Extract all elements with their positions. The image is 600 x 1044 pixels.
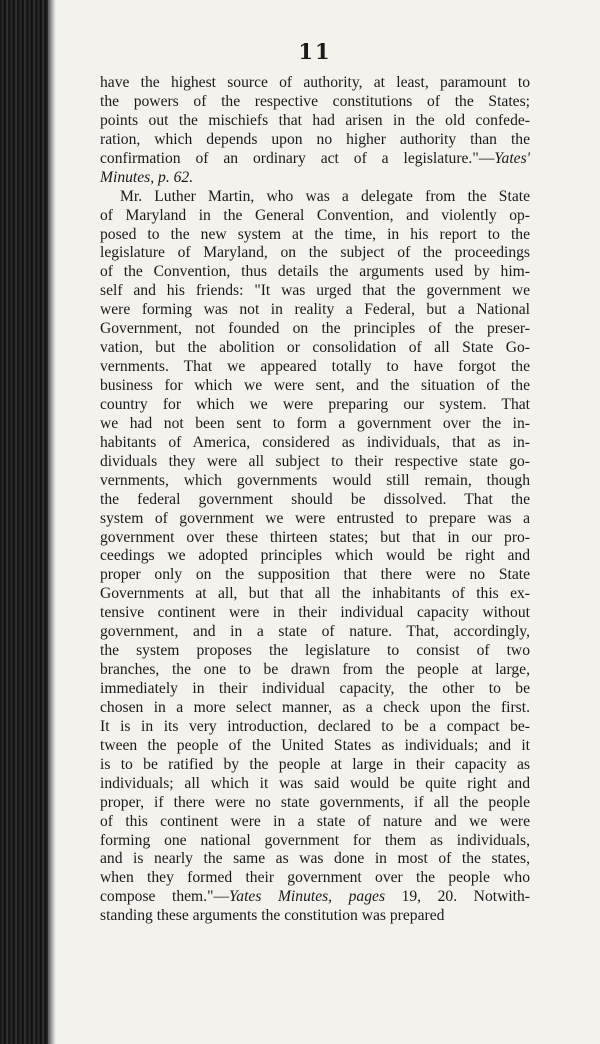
text-line: ceedings we adopted principles which would be right and — [100, 547, 530, 565]
text-line: government, and in a state of nature. That, accordingly, — [100, 623, 530, 641]
text-line: posed to the new system at the time, in his report to the — [100, 225, 530, 243]
text-line: confirmation of an ordinary act of a legislature."—Yates' — [100, 149, 530, 167]
text-line: habitants of America, considered as individuals, that as in- — [100, 433, 530, 451]
text-line: It is in its very introduction, declared to be a compact be- — [100, 717, 530, 735]
text-line: forming one national government for them as individuals, — [100, 831, 530, 849]
text-line: the powers of the respective constitutions of the States; — [100, 92, 530, 110]
text-line: were forming was not in reality a Federal, but a National — [100, 301, 530, 319]
text-line: business for which we were sent, and the situation of the — [100, 377, 530, 394]
text-line: ration, which depends upon no higher authority than the — [100, 130, 530, 148]
text-line: compose them."—Yates Minutes, pages 19, 20. Notwith- — [100, 888, 530, 906]
body-text — [100, 74, 530, 926]
text-line: proper, if there were no state governments, if all the people — [100, 793, 530, 811]
text-line: of the Convention, thus details the arguments used by him- — [100, 263, 530, 281]
text-line: is to be ratified by the people at large in their capacity as — [100, 755, 530, 773]
text-line: country for which we were preparing our system. That — [100, 395, 530, 413]
text-line: tensive continent were in their individual capacity without — [100, 604, 530, 622]
text-line: Governments at all, but that all the inhabitants of this ex- — [100, 585, 530, 603]
text-line: of this continent were in a state of nature and we were — [100, 812, 530, 830]
text-line: the system proposes the legislature to consist of two — [100, 642, 530, 660]
text-line: proper only on the supposition that there were no State — [100, 566, 530, 584]
page-number: 11 — [298, 39, 332, 64]
text-line: points out the mischiefs that had arisen in the old confede- — [100, 111, 530, 129]
text-line: system of government we were entrusted to prepare was a — [100, 509, 530, 527]
citation: Minutes, p. 62. — [100, 168, 194, 186]
text-line: legislature of Maryland, on the subject of the proceedings — [100, 244, 530, 262]
text-line: chosen in a more select manner, as a check upon the first. — [100, 698, 530, 716]
book-page — [100, 38, 530, 926]
text-line: dividuals they were all subject to their respective state go- — [100, 452, 530, 470]
text-line: Government, not founded on the principles of the preser- — [100, 320, 530, 338]
text-line: vernments, which governments would still remain, though — [100, 471, 530, 489]
text-line: vernments. That we appeared totally to have forgot the — [100, 358, 530, 376]
text-line: individuals; all which it was said would be quite right and — [100, 774, 530, 792]
text-line: self and his friends: "It was urged that the government we — [100, 282, 530, 300]
binding-shadow — [48, 0, 56, 1044]
text-line: tween the people of the United States as individuals; and it — [100, 736, 530, 754]
text-line — [100, 169, 530, 188]
text-line: the federal government should be dissolved. That the — [100, 490, 530, 508]
text-line: have the highest source of authority, at least, paramount to — [100, 74, 530, 91]
text-line: Mr. Luther Martin, who was a delegate from the State — [120, 187, 530, 205]
citation: Yates' — [494, 149, 530, 167]
text-line: immediately in their individual capacity, the other to be — [100, 680, 530, 697]
text-line: we had not been sent to form a government over the in- — [100, 414, 530, 432]
text-line: vation, but the abolition or consolidation of all State Go- — [100, 339, 530, 357]
citation: Yates Minutes, pages — [229, 888, 386, 906]
book-binding — [0, 0, 48, 1044]
text-line: government over these thirteen states; but that in our pro- — [100, 528, 530, 546]
text-line: when they formed their government over the people who — [100, 869, 530, 887]
text-line: of Maryland in the General Convention, and violently op- — [100, 206, 530, 224]
text-line: branches, the one to be drawn from the people at large, — [100, 661, 530, 679]
text-line: and is nearly the same as was done in most of the states, — [100, 850, 530, 868]
text-line: standing these arguments the constitution was prepared — [100, 907, 445, 925]
